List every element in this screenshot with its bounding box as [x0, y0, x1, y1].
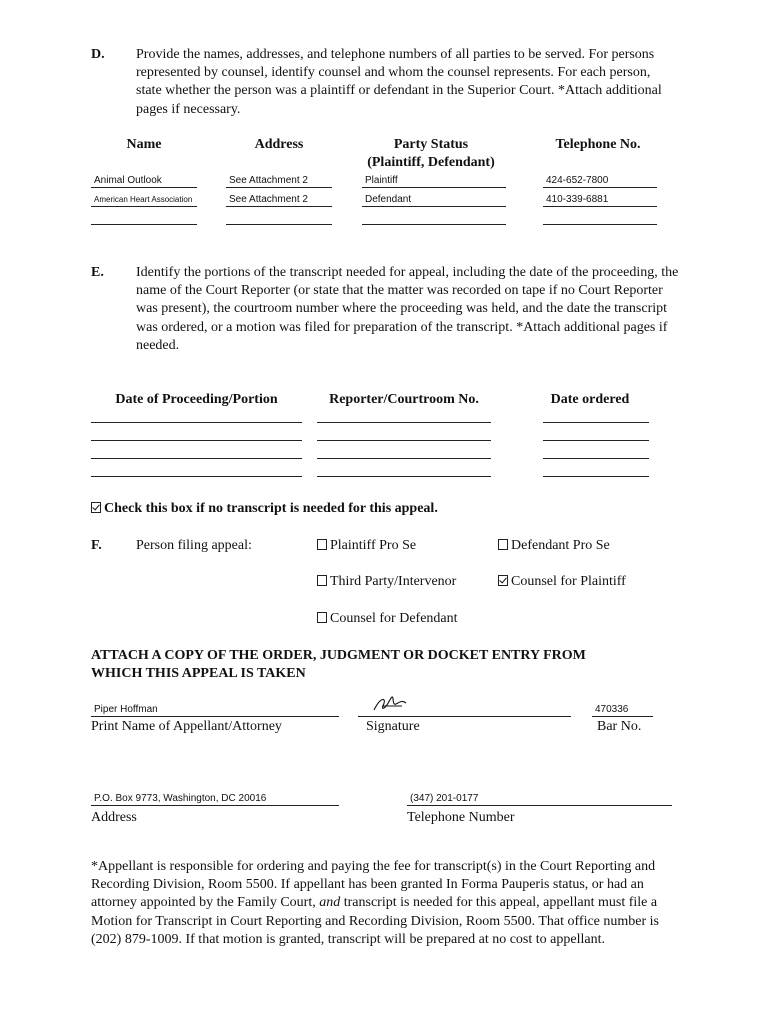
no-transcript-checkbox[interactable]: [91, 502, 101, 513]
header-party-status: [351, 136, 511, 172]
footnote-part1: *Appellant is responsible for ordering and paying the fee for transcript(s) in the Court Reporting and Recording Division, Room 5500. If appellant has been granted In Forma Pauperis status, or had an attorney appointed by the Family Court,: [91, 859, 656, 911]
header-name: Name: [126, 137, 162, 152]
header-reporter-courtroom: Reporter/Courtroom No.: [329, 392, 479, 407]
defendant-pro-se-label: Defendant Pro Se: [511, 538, 610, 553]
party-phone-field[interactable]: 424-652-7800: [543, 174, 657, 188]
reporter-field[interactable]: [317, 422, 491, 423]
attach-notice-line1: ATTACH A COPY OF THE ORDER, JUDGMENT OR DOCKET ENTRY FROM: [91, 648, 586, 663]
section-d-letter: D.: [91, 47, 105, 62]
telephone-label: Telephone Number: [407, 810, 515, 825]
bar-number-field[interactable]: 470336: [592, 703, 653, 717]
signature-mark: [372, 694, 412, 716]
proceeding-date-field[interactable]: [91, 476, 302, 477]
party-address-field[interactable]: See Attachment 2: [226, 193, 332, 207]
print-name-field[interactable]: Piper Hoffman: [91, 703, 339, 717]
date-ordered-field[interactable]: [543, 458, 649, 459]
footnote-italic: and: [319, 895, 341, 911]
no-transcript-label: Check this box if no transcript is needed for this appeal.: [104, 501, 438, 516]
defendant-pro-se-checkbox[interactable]: [498, 539, 508, 550]
option-plaintiff-pro-se[interactable]: [317, 537, 416, 555]
footnote-part2: transcript is needed for this appeal, appellant must file a Motion for Transcript in Court Reporting and Recording Division, Room 5500. That office number is (202) 879-1009. If that motion is granted, transcript will be prepared at no cost to appellant.: [91, 895, 659, 947]
date-ordered-field[interactable]: [543, 440, 649, 441]
person-filing-label: Person filing appeal:: [136, 538, 252, 553]
proceeding-date-field[interactable]: [91, 458, 302, 459]
print-name-label: Print Name of Appellant/Attorney: [91, 719, 282, 734]
option-counsel-defendant[interactable]: [317, 610, 458, 628]
party-name-field[interactable]: Animal Outlook: [91, 174, 197, 188]
option-counsel-plaintiff[interactable]: [498, 573, 626, 591]
footnote: [91, 858, 677, 949]
counsel-defendant-label: Counsel for Defendant: [330, 611, 458, 626]
header-address: Address: [254, 137, 304, 152]
reporter-field[interactable]: [317, 476, 491, 477]
header-date-of-proceeding: Date of Proceeding/Portion: [115, 392, 278, 407]
option-third-party[interactable]: [317, 573, 456, 591]
party-status-field[interactable]: [362, 211, 506, 225]
counsel-defendant-checkbox[interactable]: [317, 612, 327, 623]
option-defendant-pro-se[interactable]: [498, 537, 610, 555]
party-phone-field[interactable]: 410-339-6881: [543, 193, 657, 207]
attach-notice-line2: WHICH THIS APPEAL IS TAKEN: [91, 666, 306, 681]
third-party-checkbox[interactable]: [317, 575, 327, 586]
signature-field[interactable]: [358, 716, 571, 717]
proceeding-date-field[interactable]: [91, 422, 302, 423]
party-name-field[interactable]: American Heart Association: [91, 193, 197, 207]
header-date-ordered: Date ordered: [550, 392, 630, 407]
header-telephone: Telephone No.: [555, 137, 641, 152]
section-f-letter: F.: [91, 538, 102, 553]
no-transcript-row: [91, 500, 438, 518]
party-name-field[interactable]: [91, 211, 197, 225]
plaintiff-pro-se-label: Plaintiff Pro Se: [330, 538, 417, 553]
party-status-field[interactable]: Plaintiff: [362, 174, 506, 188]
party-phone-field[interactable]: [543, 211, 657, 225]
counsel-plaintiff-checkbox[interactable]: [498, 575, 508, 586]
party-address-field[interactable]: See Attachment 2: [226, 174, 332, 188]
section-e-instructions: Identify the portions of the transcript needed for appeal, including the date of the proceeding, the name of the Court Reporter (or state that the matter was recorded on tape if no Court Reporter was present), the courtroom number where the proceeding was held, and the date the transcript was ordered, or a motion was filed for preparation of the transcript. *Attach additional pages if needed.: [136, 265, 679, 353]
header-party-status-line1: Party Status: [393, 137, 469, 152]
reporter-field[interactable]: [317, 458, 491, 459]
plaintiff-pro-se-checkbox[interactable]: [317, 539, 327, 550]
third-party-label: Third Party/Intervenor: [330, 574, 457, 589]
date-ordered-field[interactable]: [543, 422, 649, 423]
telephone-field[interactable]: (347) 201-0177: [407, 792, 672, 806]
address-field[interactable]: P.O. Box 9773, Washington, DC 20016: [91, 792, 339, 806]
signature-label: Signature: [366, 719, 420, 734]
bar-number-label: Bar No.: [597, 719, 642, 734]
counsel-plaintiff-label: Counsel for Plaintiff: [511, 574, 626, 589]
party-status-field[interactable]: Defendant: [362, 193, 506, 207]
section-e-letter: E.: [91, 265, 104, 280]
party-address-field[interactable]: [226, 211, 332, 225]
reporter-field[interactable]: [317, 440, 491, 441]
date-ordered-field[interactable]: [543, 476, 649, 477]
header-party-status-line2: (Plaintiff, Defendant): [367, 155, 495, 170]
section-d-instructions: Provide the names, addresses, and telephone numbers of all parties to be served. For persons represented by counsel, identify counsel and whom the counsel represents. For each person, state whether the person was a plaintiff or defendant in the Superior Court. *Attach additional pages if necessary.: [136, 47, 662, 117]
address-label: Address: [91, 810, 137, 825]
proceeding-date-field[interactable]: [91, 440, 302, 441]
